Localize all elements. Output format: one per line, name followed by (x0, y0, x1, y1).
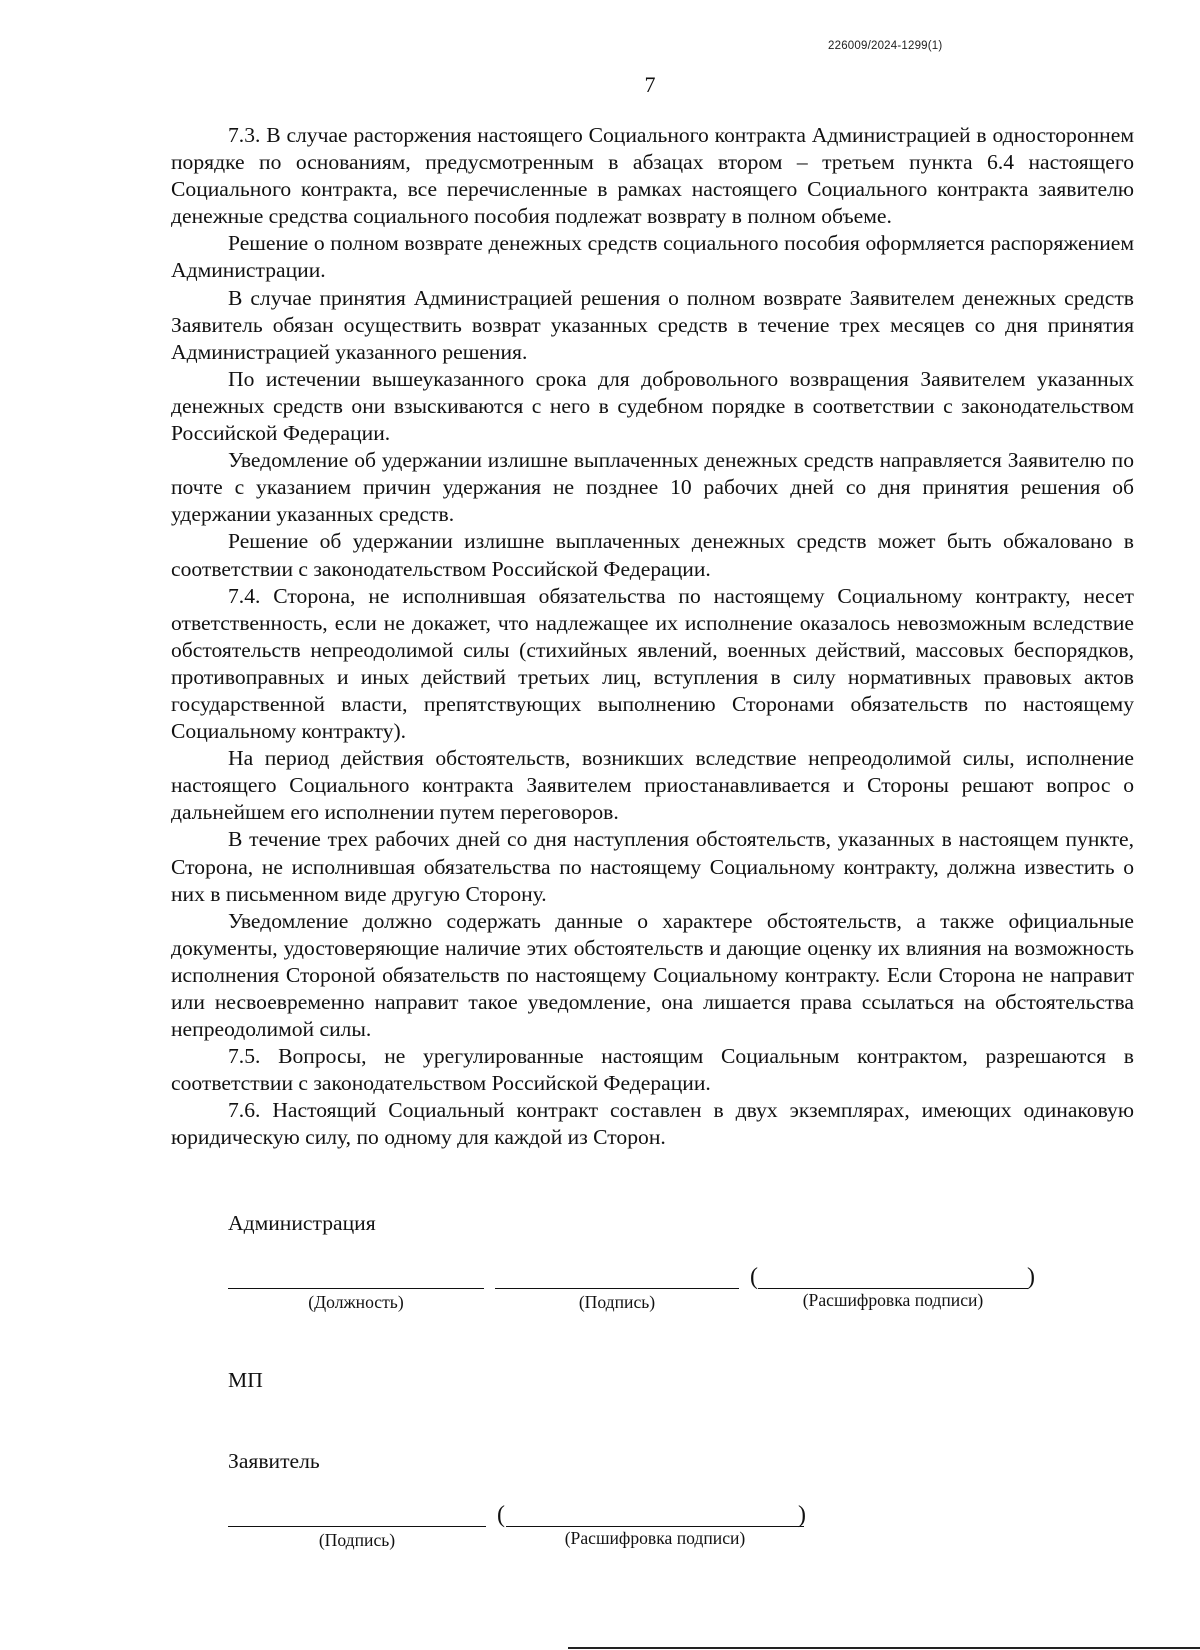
position-caption: (Должность) (308, 1292, 404, 1312)
signature-line (495, 1288, 739, 1289)
signature-caption: (Подпись) (578, 1292, 656, 1312)
paragraph-7-5: 7.5. Вопросы, не урегулированные настоящим Социальным контрактом, разрешаются в соответствии с законодательством Российской Федерации. (171, 1044, 1134, 1096)
decryption-line (758, 1288, 1028, 1289)
paragraph: Уведомление об удержании излишне выплаченных денежных средств направляется Заявителю по почте с указанием причин удержания не позднее 10 рабочих дней со дня принятия решения об удержании указанных средств. (171, 448, 1134, 527)
paragraph-7-4: 7.4. Сторона, не исполнившая обязательства по настоящему Социальному контракту, несет ответственность, если не докажет, что надлежащее их исполнение оказалось невозможным вследствие обстоятельств непреодолимой силы (стихийных явлений, военных действий, массовых беспорядков, противоправных и иных действий третьих лиц, вступления в силу нормативных правовых актов государственной власти, препятствующих выполнению Сторонами обязательств по настоящему Социальному контракту). (171, 583, 1134, 744)
position-line (228, 1288, 484, 1289)
paragraph-7-6: 7.6. Настоящий Социальный контракт составлен в двух экземплярах, имеющих одинаковую юридическую силу, по одному для каждой из Сторон. (171, 1098, 1134, 1150)
paragraph: В течение трех рабочих дней со дня наступления обстоятельств, указанных в настоящем пункте, Сторона, не исполнившая обязательства по настоящему Социальному контракту, должна известить о них в письменном виде другую Сторону. (171, 827, 1134, 906)
seal-label: МП (228, 1368, 263, 1392)
close-paren: ) (798, 1502, 806, 1528)
paragraph: Решение о полном возврате денежных средств социального пособия оформляется распоряжением Администрации. (171, 231, 1134, 283)
paragraph: По истечении вышеуказанного срока для добровольного возвращения Заявителем указанных денежных средств они взыскиваются с него в судебном порядке в соответствии с законодательством Российской Федерации. (171, 366, 1134, 446)
paragraph: Уведомление должно содержать данные о характере обстоятельств, а также официальные документы, удостоверяющие наличие этих обстоятельств и дающие оценку их влияния на возможность исполнения Стороной обязательств по настоящему Социальному контракту. Если Сторона не направит или несвоевременно направит такое уведомление, она лишается права ссылаться на обстоятельства непреодолимой силы. (171, 908, 1134, 1042)
decryption-caption: (Расшифровка подписи) (802, 1290, 984, 1310)
applicant-signature-caption: (Подпись) (318, 1530, 396, 1550)
document-number: 226009/2024-1299(1) (828, 40, 943, 52)
page-number: 7 (644, 72, 656, 97)
paragraph: В случае принятия Администрацией решения о полном возврате Заявителем денежных средств Заявитель обязан осуществить возврат указанных средств в течение трех месяцев со дня принятия Администрацией указанного решения. (171, 285, 1134, 364)
open-paren: ( (497, 1502, 505, 1528)
applicant-decryption-line (506, 1526, 804, 1527)
open-paren: ( (750, 1264, 758, 1290)
contract-body (171, 122, 1134, 1152)
close-paren: ) (1027, 1264, 1035, 1290)
administration-heading: Администрация (228, 1211, 376, 1235)
bottom-rule (568, 1647, 1200, 1649)
applicant-decryption-caption: (Расшифровка подписи) (564, 1528, 746, 1548)
paragraph-7-3: 7.3. В случае расторжения настоящего Социального контракта Администрацией в одностороннем порядке по основаниям, предусмотренным в абзацах втором – третьем пункта 6.4 настоящего Социального контракта, все перечисленные в рамках настоящего Социального контракта заявителю денежные средства социального пособия подлежат возврату в полном объеме. (171, 123, 1134, 229)
paragraph: Решение об удержании излишне выплаченных денежных средств может быть обжаловано в соответствии с законодательством Российской Федерации. (171, 529, 1134, 581)
paragraph: На период действия обстоятельств, возникших вследствие непреодолимой силы, исполнение настоящего Социального контракта Заявителем приостанавливается и Стороны решают вопрос о дальнейшем его исполнении путем переговоров. (171, 746, 1134, 825)
applicant-heading: Заявитель (228, 1449, 320, 1473)
applicant-signature-line (228, 1526, 486, 1527)
